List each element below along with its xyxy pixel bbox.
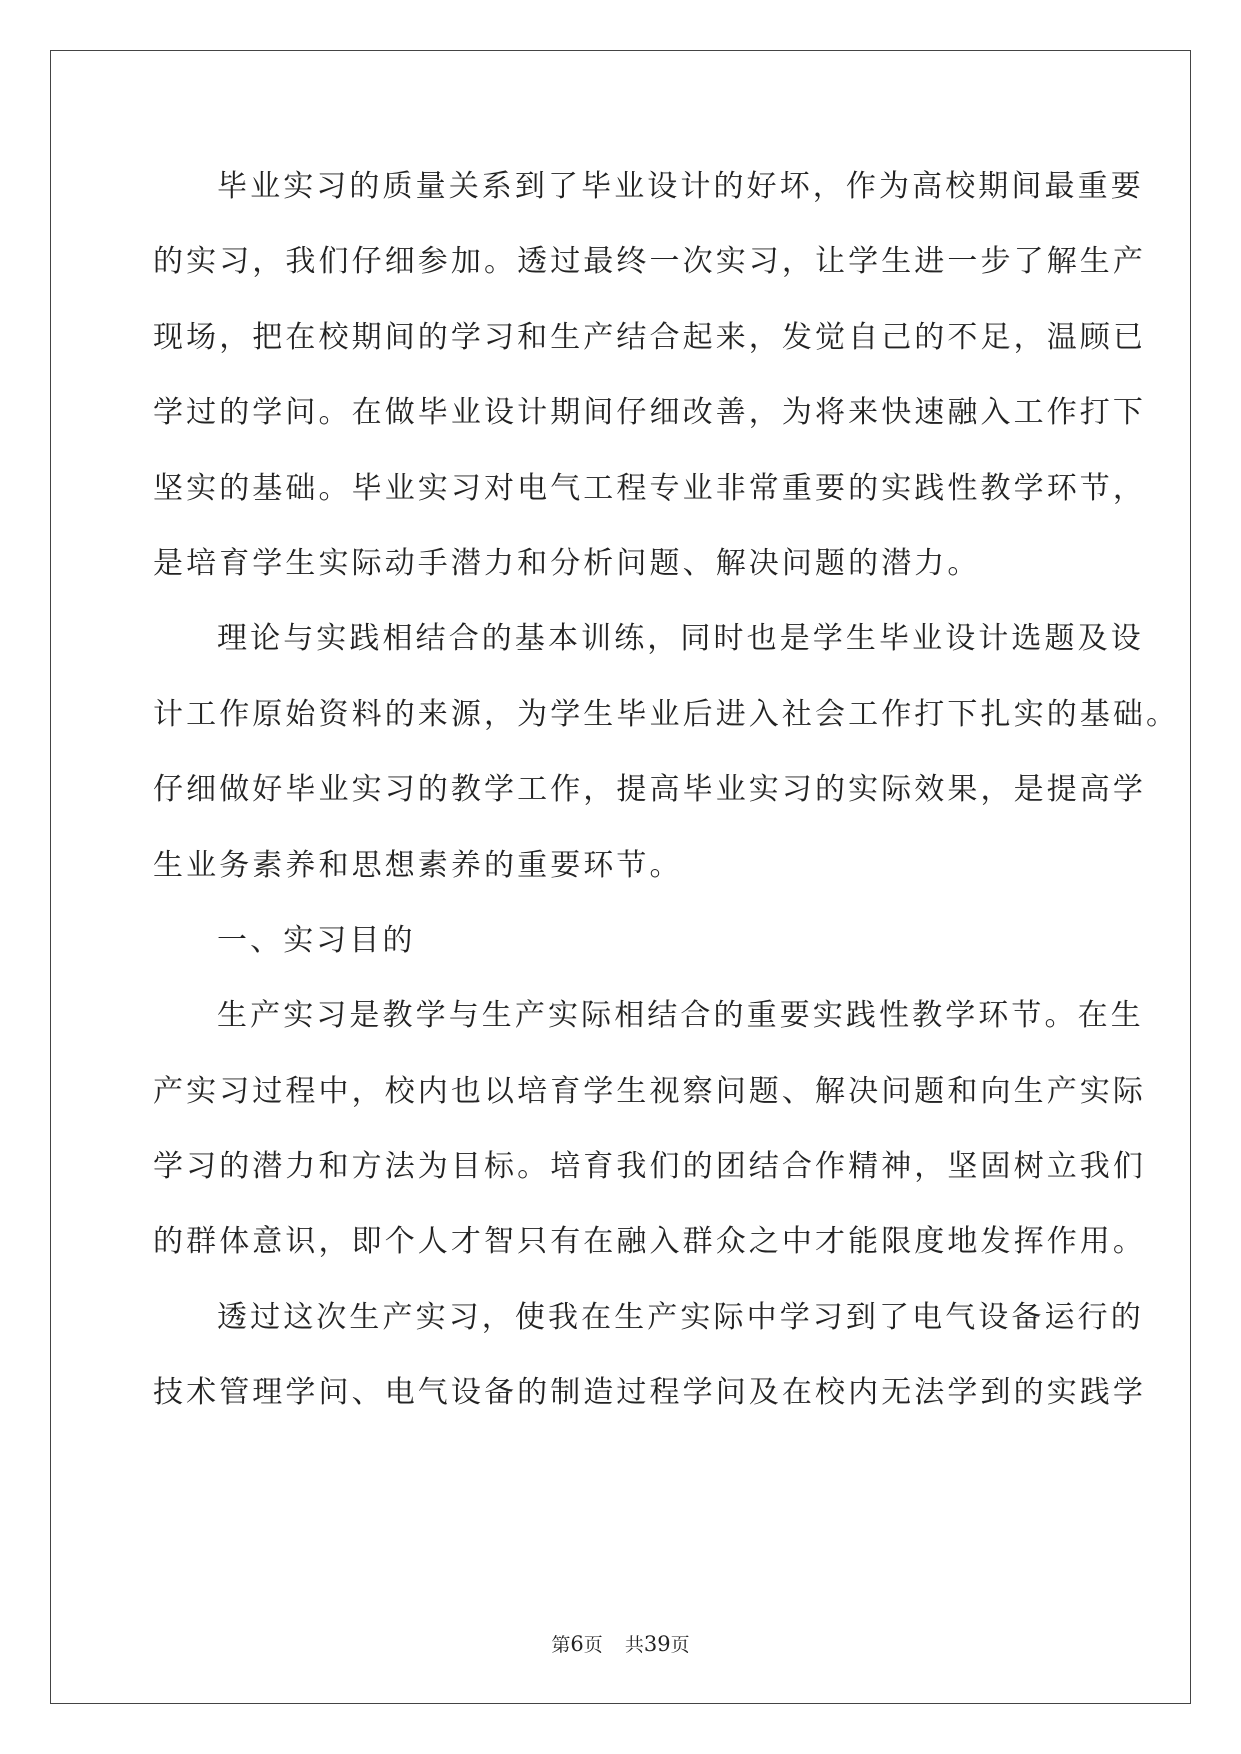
paragraph-line: 毕业实习的质量关系到了毕业设计的好坏，作为高校期间最重要 bbox=[217, 169, 1144, 204]
paragraph-line: 学过的学问。在做毕业设计期间仔细改善，为将来快速融入工作打下 bbox=[153, 395, 1146, 431]
paragraph-line: 是培育学生实际动手潜力和分析问题、解决问题的潜力。 bbox=[153, 545, 981, 581]
paragraph-line: 现场，把在校期间的学习和生产结合起来，发觉自己的不足，温顾已 bbox=[153, 319, 1146, 355]
paragraph-line: 仔细做好毕业实习的教学工作，提高毕业实习的实际效果，是提高学 bbox=[153, 772, 1146, 808]
paragraph-line: 学习的潜力和方法为目标。培育我们的团结合作精神，坚固树立我们 bbox=[153, 1149, 1146, 1185]
page-prefix: 第 bbox=[551, 1634, 571, 1656]
paragraph-line: 生业务素养和思想素养的重要环节。 bbox=[153, 847, 683, 883]
paragraph-line: 计工作原始资料的来源，为学生毕业后进入社会工作打下扎实的基础。 bbox=[153, 696, 1180, 732]
paragraph-line: 生产实习是教学与生产实际相结合的重要实践性教学环节。在生 bbox=[217, 998, 1144, 1034]
paragraph-line: 技术管理学问、电气设备的制造过程学问及在校内无法学到的实践学 bbox=[153, 1375, 1146, 1411]
document-body bbox=[153, 162, 1180, 1444]
paragraph-line: 理论与实践相结合的基本训练，同时也是学生毕业设计选题及设 bbox=[217, 621, 1144, 657]
page-footer bbox=[0, 1630, 1241, 1657]
paragraph-line: 坚实的基础。毕业实习对电气工程专业非常重要的实践性教学环节， bbox=[153, 470, 1146, 506]
paragraph-line: 的群体意识，即个人才智只有在融入群众之中才能限度地发挥作用。 bbox=[153, 1224, 1146, 1260]
total-suffix: 页 bbox=[670, 1634, 690, 1656]
section-heading: 一、实习目的 bbox=[217, 922, 416, 958]
paragraph-line: 的实习，我们仔细参加。透过最终一次实习，让学生进一步了解生产 bbox=[153, 244, 1146, 280]
page-suffix: 页 bbox=[583, 1634, 603, 1656]
total-prefix: 共 bbox=[624, 1634, 644, 1656]
paragraph-line: 透过这次生产实习，使我在生产实际中学习到了电气设备运行的 bbox=[217, 1299, 1144, 1335]
total-pages: 39 bbox=[643, 1632, 671, 1656]
page-number: 6 bbox=[570, 1632, 584, 1656]
paragraph-line: 产实习过程中，校内也以培育学生视察问题、解决问题和向生产实际 bbox=[153, 1073, 1146, 1109]
